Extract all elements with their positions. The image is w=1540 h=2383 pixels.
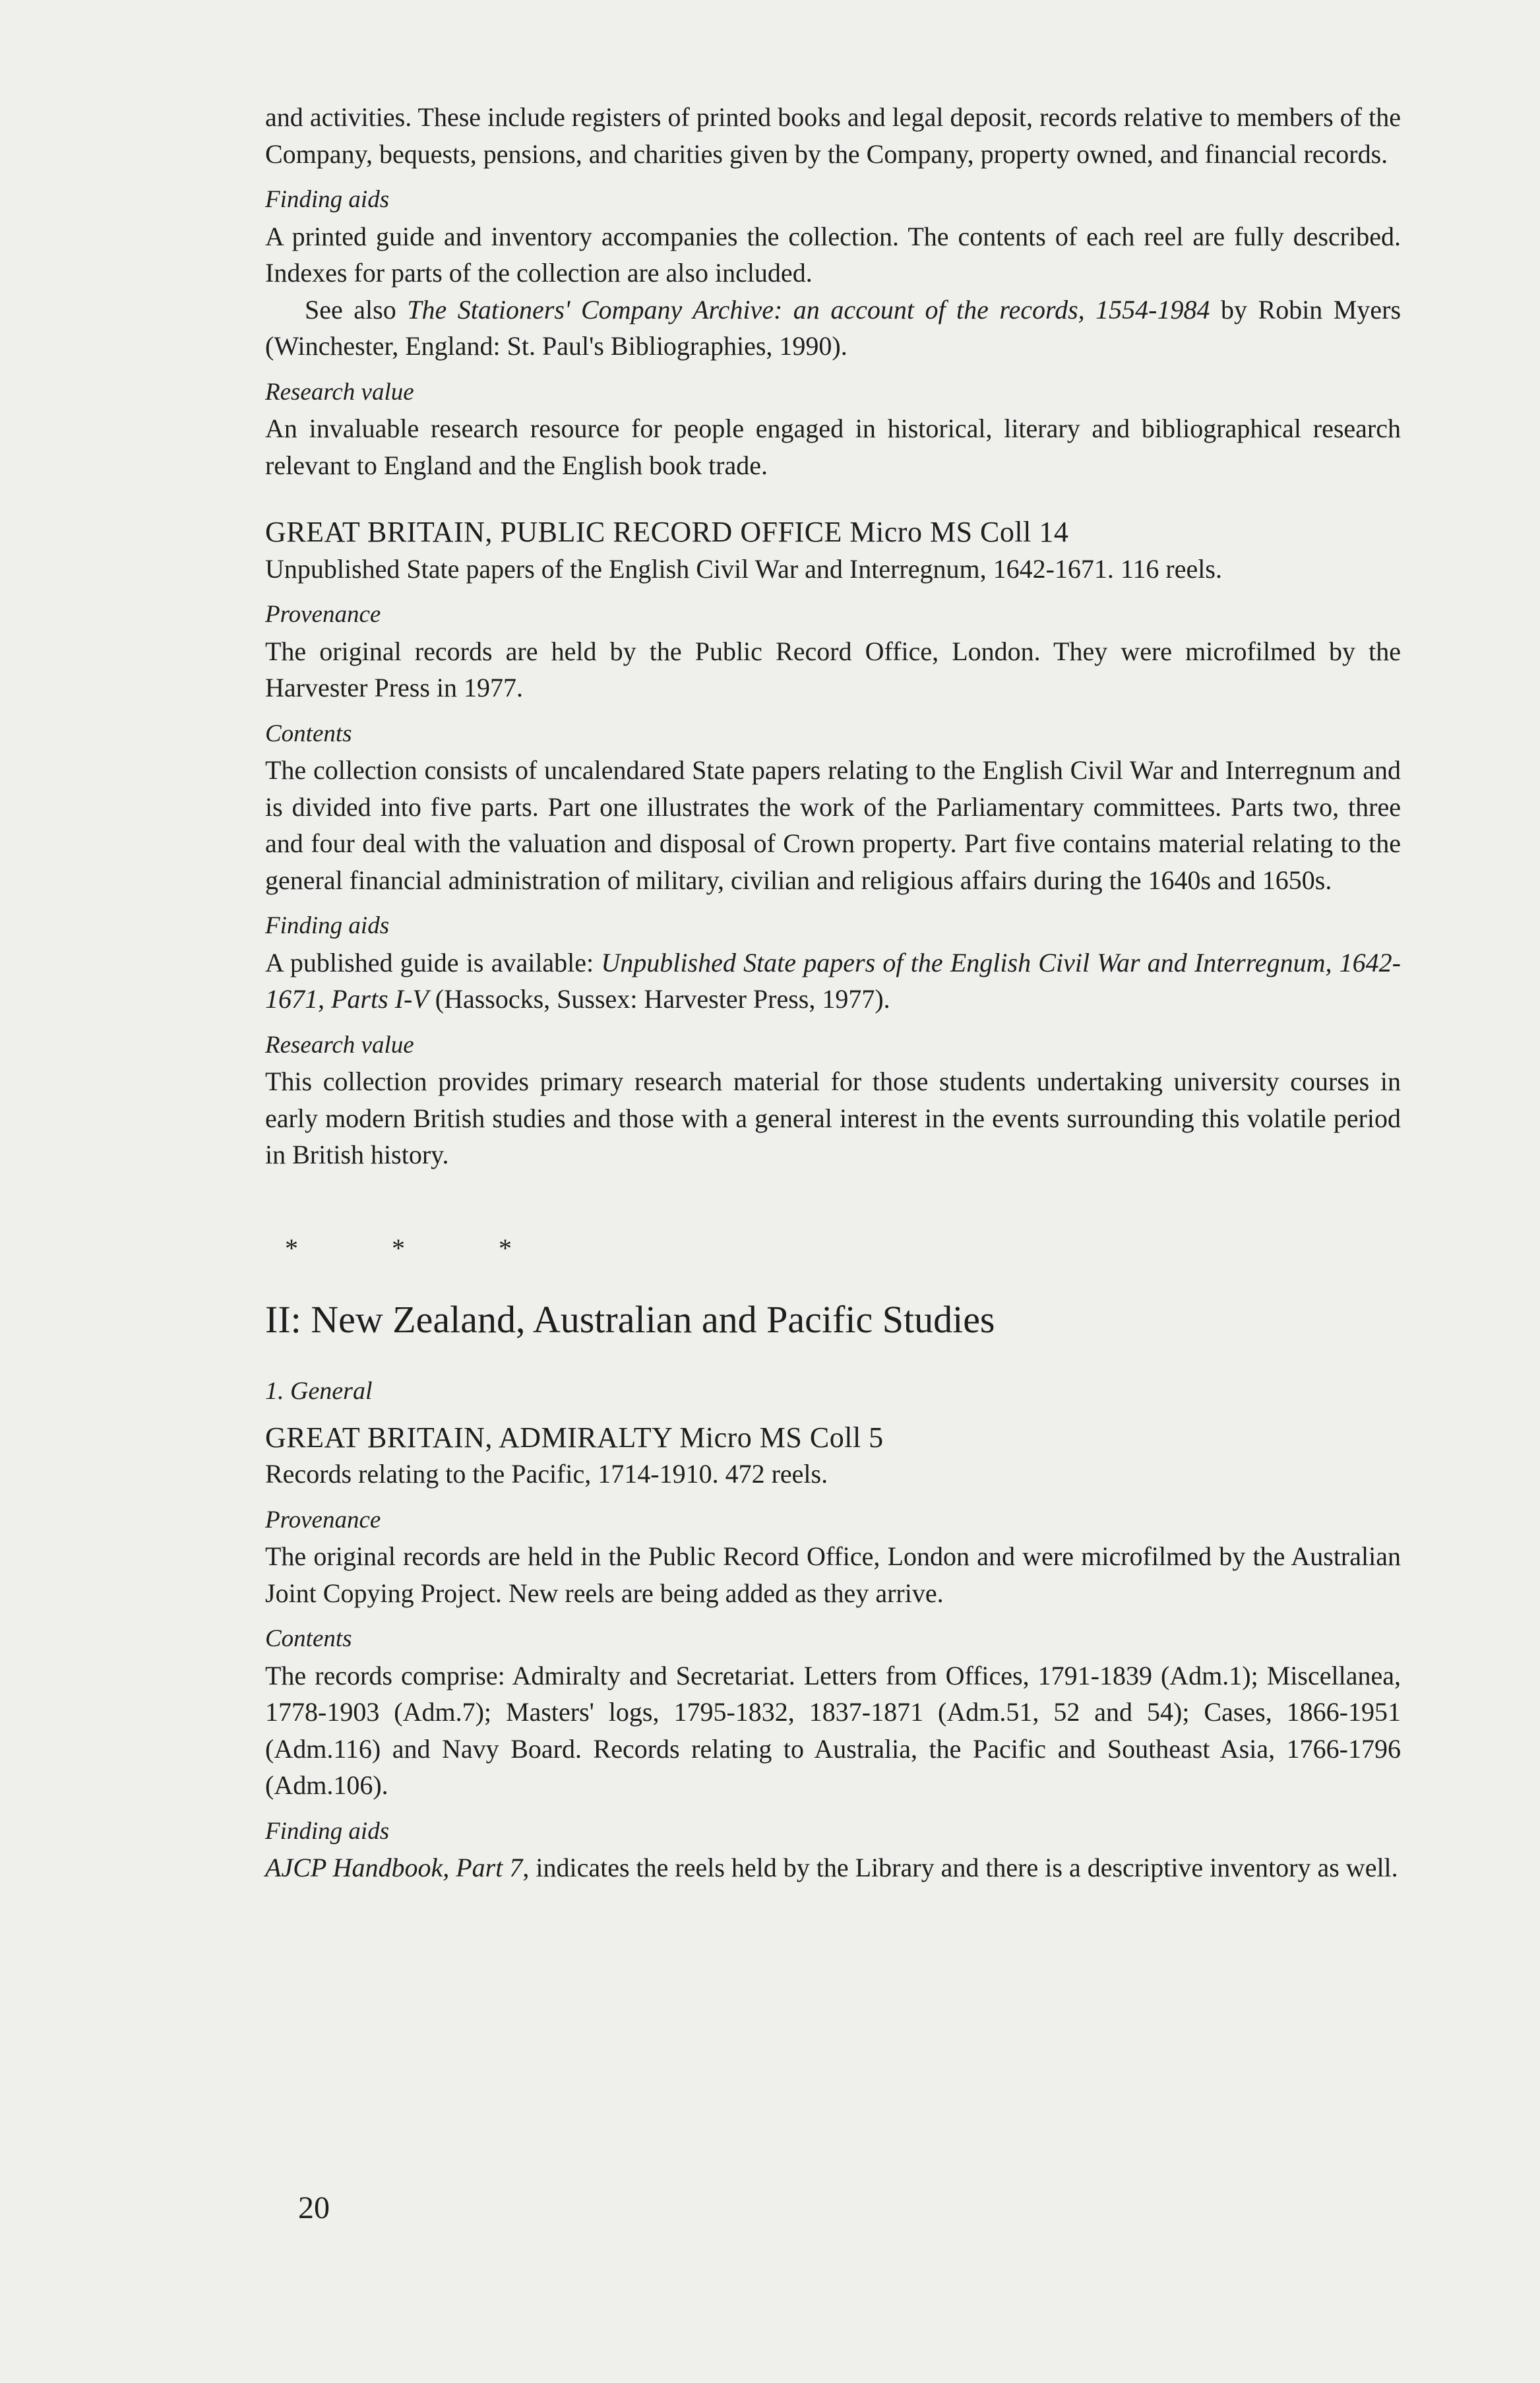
- finding-aids-text: [265, 944, 1401, 1018]
- provenance-text: The original records are held in the Public Record Office, London and were microfilmed by the Australian Joint Copying Project. New reels are being added as they arrive.: [265, 1541, 1401, 1608]
- contents-text: The records comprise: Admiralty and Secretariat. Letters from Offices, 1791-1839 (Adm.1); Miscellanea, 1778-1903 (Adm.7); Masters' logs, 1795-1832, 1837-1871 (Adm.51, 52 and 54); Cases, 1866-1951 (Adm.116) and Navy Board. Records relating to Australia, the Pacific and Southeast Asia, 1766-1796 (Adm.106).: [265, 1660, 1401, 1800]
- section-separator: * * *: [285, 1233, 555, 1263]
- intro-paragraph: and activities. These include registers of printed books and legal deposit, records relative to members of the Company, bequests, pensions, and charities given by the Company, property owned, and financial records.: [265, 102, 1401, 169]
- entry-title-admiralty: GREAT BRITAIN, ADMIRALTY Micro MS Coll 5: [265, 1421, 884, 1454]
- finding-aids-suffix: (Hassocks, Sussex: Harvester Press, 1977).: [428, 984, 890, 1014]
- research-value-text: This collection provides primary research material for those students undertaking university courses in early modern British studies and those with a general interest in the events surrounding this volatile period in British history.: [265, 1067, 1401, 1169]
- section-title: II: New Zealand, Australian and Pacific Studies: [265, 1298, 995, 1341]
- entry-title-public-record-office: GREAT BRITAIN, PUBLIC RECORD OFFICE Micro MS Coll 14: [265, 516, 1069, 548]
- entry-subtitle: Records relating to the Pacific, 1714-1910. 472 reels.: [265, 1459, 828, 1489]
- entry-subtitle: Unpublished State papers of the English Civil War and Interregnum, 1642-1671. 116 reels.: [265, 553, 1222, 584]
- finding-aids-title: AJCP Handbook, Part 7: [265, 1853, 523, 1882]
- see-also-prefix: See also: [305, 294, 408, 325]
- finding-aids-text: [265, 1849, 1401, 1886]
- page-number: 20: [298, 2190, 330, 2225]
- finding-aids-heading: Finding aids: [265, 1817, 390, 1845]
- subsection-heading: 1. General: [265, 1377, 373, 1405]
- provenance-heading: Provenance: [265, 601, 381, 628]
- finding-aids-text: A printed guide and inventory accompanies the collection. The contents of each reel are fully described. Indexes for parts of the collection are also included.: [265, 221, 1401, 288]
- provenance-text: The original records are held by the Public Record Office, London. They were microfilmed by the Harvester Press in 1977.: [265, 636, 1401, 702]
- finding-aids-title: Unpublished State papers of the English Civil War and Interregnum, 1642-1671, Parts I-V: [265, 947, 1401, 1014]
- finding-aids-prefix: A published guide is available:: [265, 947, 601, 977]
- see-also-paragraph: [265, 292, 1401, 365]
- contents-text: The collection consists of uncalendared State papers relating to the English Civil War and Interregnum and is divided into five parts. Part one illustrates the work of the Parliamentary committees. Parts two, three and four deal with the valuation and disposal of Crown property. Part five contains material relating to the general financial administration of military, civilian and religious affairs during the 1640s and 1650s.: [265, 755, 1401, 895]
- contents-heading: Contents: [265, 720, 352, 747]
- provenance-heading: Provenance: [265, 1506, 381, 1533]
- text-column: [265, 99, 1401, 1886]
- contents-heading: Contents: [265, 1625, 352, 1652]
- research-value-text: An invaluable research resource for people engaged in historical, literary and bibliographical research relevant to England and the English book trade.: [265, 414, 1401, 480]
- finding-aids-suffix: , indicates the reels held by the Library and there is a descriptive inventory as well.: [522, 1853, 1398, 1882]
- research-value-heading: Research value: [265, 378, 414, 406]
- research-value-heading: Research value: [265, 1031, 414, 1059]
- see-also-title: The Stationers' Company Archive: an account of the records, 1554-1984: [407, 294, 1210, 325]
- see-also-suffix: by Robin Myers (Winchester, England: St. Paul's Bibliographies, 1990).: [265, 294, 1401, 361]
- finding-aids-heading: Finding aids: [265, 186, 390, 213]
- finding-aids-heading: Finding aids: [265, 912, 390, 939]
